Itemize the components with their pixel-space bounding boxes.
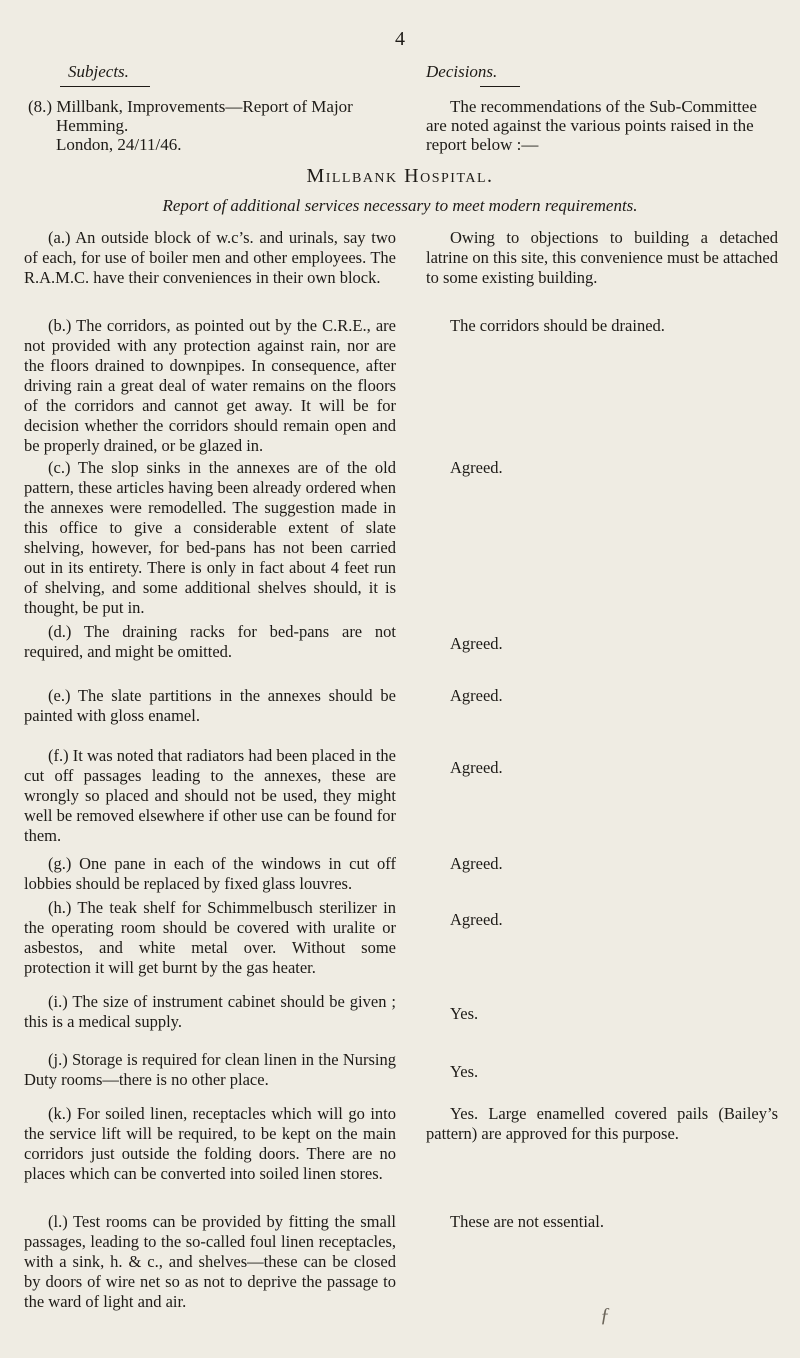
item-a-decision: Owing to objections to building a detached latrine on this site, this convenience must be attached to some existing building. xyxy=(426,228,778,287)
item-f-decision: Agreed. xyxy=(450,758,503,777)
item-b-text: (b.) The corridors, as pointed out by the C.R.E., are not provided with any protection against rain, nor are the floors drained to downpipes. In consequence, after driving rain a great deal of water remains on the floors of the corridors and cannot get away. It will be for decision whether the corridors should remain open and be properly drained, or be glazed in. xyxy=(24,316,396,455)
decisions-rule xyxy=(480,86,520,87)
entry-8-line3: London, 24/11/46. xyxy=(56,135,182,154)
item-g-decision: Agreed. xyxy=(450,854,503,873)
entry-8-line2: Hemming. xyxy=(56,116,129,135)
entry-8-decision-text: The recommendations of the Sub-Committee are noted against the various points raised in the report below :— xyxy=(426,97,757,154)
item-i-decision: Yes. xyxy=(450,1004,479,1023)
item-e-text: (e.) The slate partitions in the annexes should be painted with gloss enamel. xyxy=(24,686,396,725)
subjects-rule xyxy=(60,86,150,87)
item-l-text: (l.) Test rooms can be provided by fitting the small passages, leading to the so-called foul linen receptacles, with a sink, h. & c., and shelves—these can be closed by doors of wire net so as not to deprive the passage to the ward of light and air. xyxy=(24,1212,396,1311)
item-h-decision: Agreed. xyxy=(450,910,503,929)
section-title: Millbank Hospital. xyxy=(306,165,494,187)
page-number: 4 xyxy=(395,28,405,50)
item-d-decision: Agreed. xyxy=(450,634,503,653)
item-e-decision: Agreed. xyxy=(450,686,503,705)
item-j-text: (j.) Storage is required for clean linen in the Nursing Duty rooms—there is no other place. xyxy=(24,1050,396,1089)
entry-8-subject xyxy=(28,97,398,154)
section-subtitle: Report of additional services necessary to meet modern requirements. xyxy=(162,196,638,215)
item-d-text: (d.) The draining racks for bed-pans are not required, and might be omitted. xyxy=(24,622,396,661)
item-c-decision: Agreed. xyxy=(450,458,503,477)
entry-8-line1: (8.) Millbank, Improvements—Report of Major xyxy=(28,97,353,116)
entry-8-decision xyxy=(426,97,778,154)
pencil-mark: ƒ xyxy=(600,1304,610,1326)
item-k-decision: Yes. Large enamelled covered pails (Bailey’s pattern) are approved for this purpose. xyxy=(426,1104,778,1143)
item-b-decision: The corridors should be drained. xyxy=(450,316,665,335)
item-l-decision: These are not essential. xyxy=(450,1212,604,1231)
item-i-text: (i.) The size of instrument cabinet should be given ; this is a medical supply. xyxy=(24,992,396,1031)
subjects-header: Subjects. xyxy=(68,62,129,81)
item-c-text: (c.) The slop sinks in the annexes are of the old pattern, these articles having been already ordered when the annexes were remodelled. The suggestion made in this office to give a considerable extent of slate shelving, however, for bed-pans has not been carried out in its entirety. There is only in fact about 4 feet run of shelving, and some additional shelves should, it is thought, be put in. xyxy=(24,458,396,617)
item-k-text: (k.) For soiled linen, receptacles which will go into the service lift will be required, to be kept on the main corridors just outside the folding doors. There are no places which can be converted into soiled linen stores. xyxy=(24,1104,396,1183)
decisions-header: Decisions. xyxy=(426,62,498,81)
item-f-text: (f.) It was noted that radiators had been placed in the cut off passages leading to the annexes, these are wrongly so placed and should not be used, they might well be removed elsewhere if other use can be found for them. xyxy=(24,746,396,845)
item-a-text: (a.) An outside block of w.c’s. and urinals, say two of each, for use of boiler men and other employees. The R.A.M.C. have their conveniences in their own block. xyxy=(24,228,396,287)
item-g-text: (g.) One pane in each of the windows in cut off lobbies should be replaced by fixed glass louvres. xyxy=(24,854,396,893)
item-j-decision: Yes. xyxy=(450,1062,479,1081)
item-h-text: (h.) The teak shelf for Schimmelbusch sterilizer in the operating room should be covered with uralite or asbestos, and white metal over. Without some protection it will get burnt by the gas heater. xyxy=(24,898,396,977)
